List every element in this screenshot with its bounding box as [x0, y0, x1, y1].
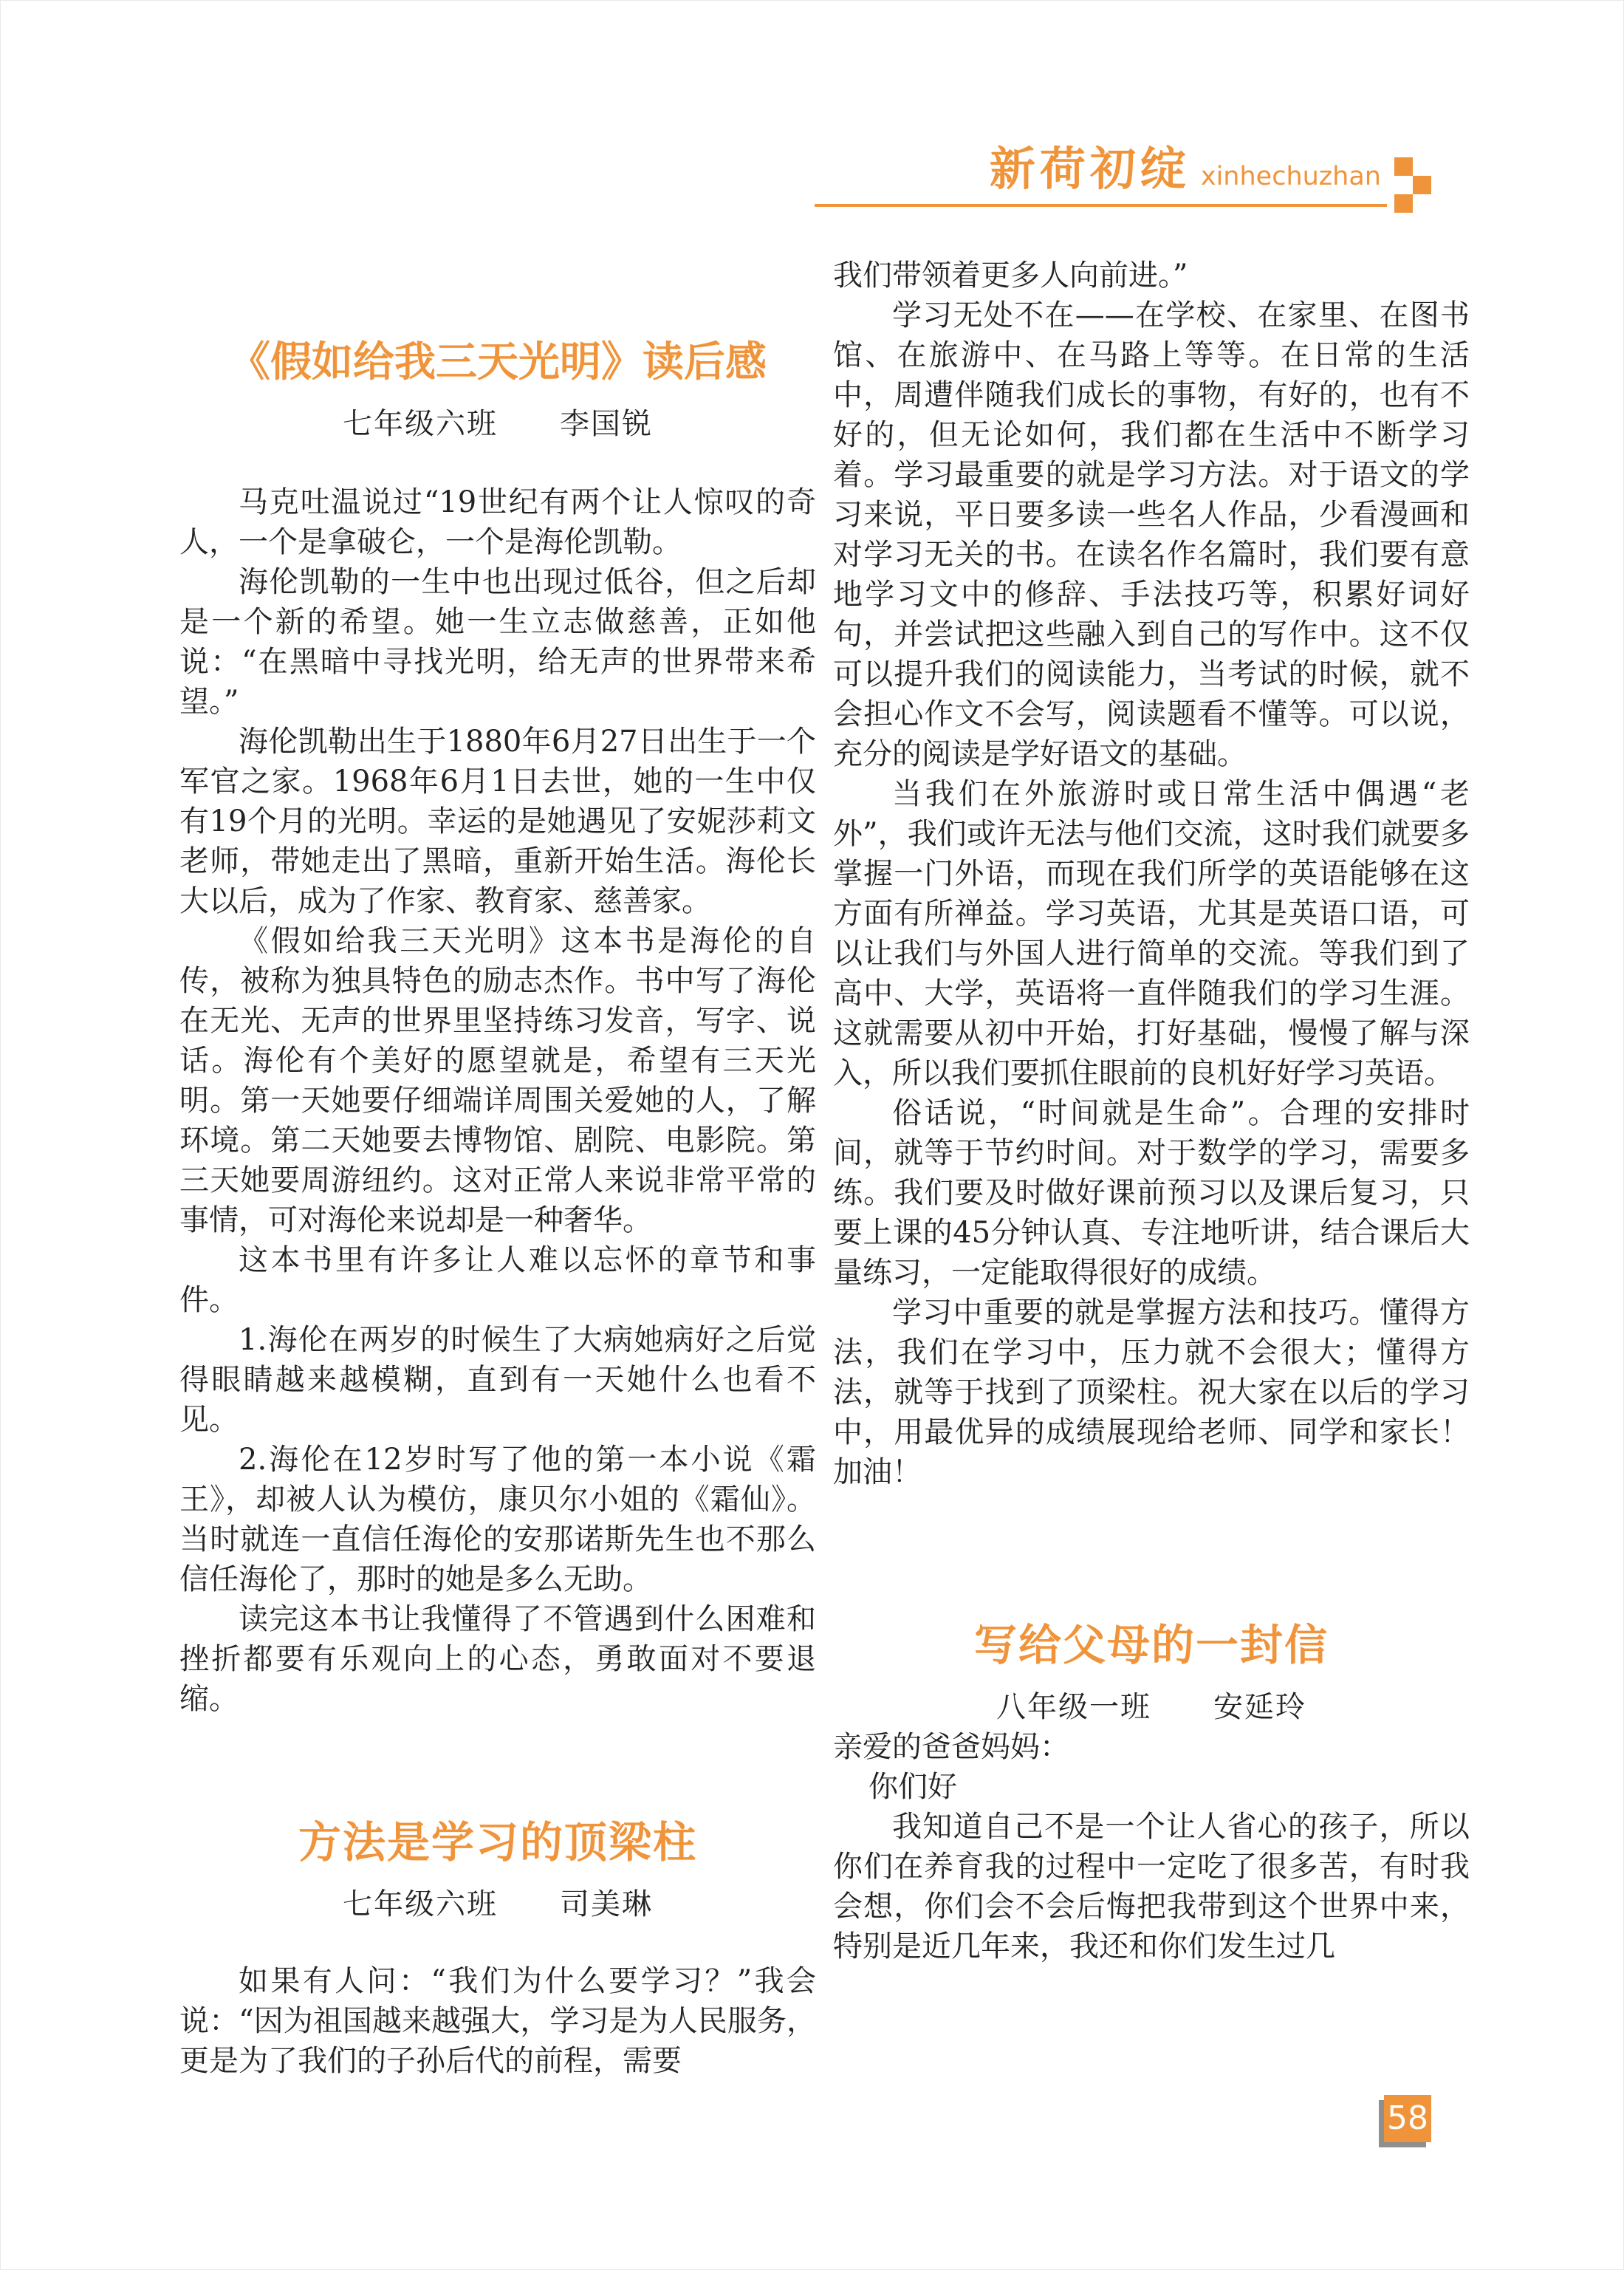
article-2-continuation: [833, 256, 1470, 1492]
header-divider: [815, 204, 1387, 207]
article-1-paragraph: 马克吐温说过“19世纪有两个让人惊叹的奇人，一个是拿破仑，一个是海伦凯勒。: [179, 485, 816, 559]
article-2-paragraph: 学习无处不在——在学校、在家里、在图书馆、在旅游中、在马路上等等。在日常的生活中，周遭伴随我们成长的事物，有好的，也有不好的，但无论如何，我们都在生活中不断学习着。学习最重要的就是学习方法。对于语文的学习来说，平日要多读一些名人作品，少看漫画和对学习无关的书。在读名作名篇时，我们要有意地学习文中的修辞、手法技巧等，积累好词好句，并尝试把这些融入到自己的写作中。这不仅可以提升我们的阅读能力，当考试的时候，就不会担心作文不会写，阅读题看不懂等。可以说，充分的阅读是学好语文的基础。: [833, 298, 1470, 771]
page-header: [790, 142, 1381, 196]
article-1-list-item: 2.海伦在12岁时写了他的第一本小说《霜王》，却被人认为模仿，康贝尔小姐的《霜仙》。当时就连一直信任海伦的安那诺斯先生也不那么信任海伦了，那时的她是多么无助。: [179, 1442, 816, 1596]
article-1-paragraph: 海伦凯勒的一生中也出现过低谷，但之后却是一个新的希望。她一生立志做慈善，正如他说：“在黑暗中寻找光明，给无声的世界带来希望。”: [179, 564, 816, 719]
article-1-paragraph: 读完这本书让我懂得了不管遇到什么困难和挫折都要有乐观向上的心态，勇敢面对不要退缩。: [179, 1601, 816, 1716]
letter-greeting: 你们好: [868, 1770, 957, 1805]
article-1-paragraph: 这本书里有许多让人难以忘怀的章节和事件。: [179, 1242, 816, 1317]
article-2-paragraph: 我们带领着更多人向前进。”: [833, 259, 1188, 293]
article-1-byline: 七年级六班 李国锐: [343, 406, 653, 441]
article-1-paragraph: 海伦凯勒出生于1880年6月27日出生于一个军官之家。1968年6月1日去世，她的一生中仅有19个月的光明。幸运的是她遇见了安妮莎莉文老师，带她走出了黑暗，重新开始生活。海伦长大以后，成为了作家、教育家、慈善家。: [179, 724, 816, 918]
article-1-list-item: 1.海伦在两岁的时候生了大病她病好之后觉得眼睛越来越模糊，直到有一天她什么也看不见。: [179, 1322, 816, 1437]
right-column: [833, 256, 1470, 1966]
article-2-title: 方法是学习的顶梁柱: [298, 1816, 697, 1867]
brand-title-pinyin: xinhechuzhan: [1200, 162, 1381, 191]
orange-square-icon: [1394, 157, 1413, 176]
letter-paragraph: 我知道自己不是一个让人省心的孩子，所以你们在养育我的过程中一定吃了很多苦，有时我会想，你们会不会后悔把我带到这个世界中来，特别是近几年来，我还和你们发生过几: [833, 1810, 1470, 1964]
page-number-badge: 58: [1384, 2095, 1431, 2142]
article-1-paragraph: 《假如给我三天光明》这本书是海伦的自传，被称为独具特色的励志杰作。书中写了海伦在无光、无声的世界里坚持练习发音，写字、说话。海伦有个美好的愿望就是，希望有三天光明。第一天她要仔细端详周围关爱她的人，了解环境。第二天她要去博物馆、剧院、电影院。第三天她要周游纽约。这对正常人来说非常平常的事情，可对海伦来说却是一种奢华。: [179, 923, 816, 1237]
article-1-title: 《假如给我三天光明》读后感: [229, 338, 767, 386]
orange-square-icon: [1413, 176, 1431, 194]
article-2-paragraph: 俗话说，“时间就是生命”。合理的安排时间，就等于节约时间。对于数学的学习，需要多练。我们要及时做好课前预习以及课后复习，只要上课的45分钟认真、专注地听讲，结合课后大量练习，一定能取得很好的成绩。: [833, 1096, 1470, 1290]
article-3-byline: 八年级一班 安延玲: [996, 1690, 1306, 1725]
left-column: [179, 336, 816, 2081]
orange-square-icon: [1394, 194, 1413, 213]
article-2-paragraph: 学习中重要的就是掌握方法和技巧。懂得方法，我们在学习中，压力就不会很大；懂得方法，就等于找到了顶梁柱。祝大家在以后的学习中，用最优异的成绩展现给老师、同学和家长！加油！: [833, 1296, 1470, 1489]
article-2-paragraph: 当我们在外旅游时或日常生活中偶遇“老外”，我们或许无法与他们交流，这时我们就要多掌握一门外语，而现在我们所学的英语能够在这方面有所禅益。学习英语，尤其是英语口语，可以让我们与外国人进行简单的交流。等我们到了高中、大学，英语将一直伴随我们的学习生涯。这就需要从初中开始，打好基础，慢慢了解与深入，所以我们要抓住眼前的良机好好学习英语。: [833, 777, 1470, 1090]
article-2-byline: 七年级六班 司美琳: [343, 1887, 653, 1921]
article-3-title: 写给父母的一封信: [973, 1620, 1329, 1670]
brand-squares-decoration: [1394, 157, 1431, 213]
brand-title-cn: 新荷初绽: [989, 142, 1190, 196]
article-2-paragraph: 如果有人问：“我们为什么要学习？”我会说：“因为祖国越来越强大，学习是为人民服务，更是为了我们的子孙后代的前程，需要: [179, 1963, 816, 2078]
letter-salutation: 亲爱的爸爸妈妈：: [833, 1730, 1069, 1765]
